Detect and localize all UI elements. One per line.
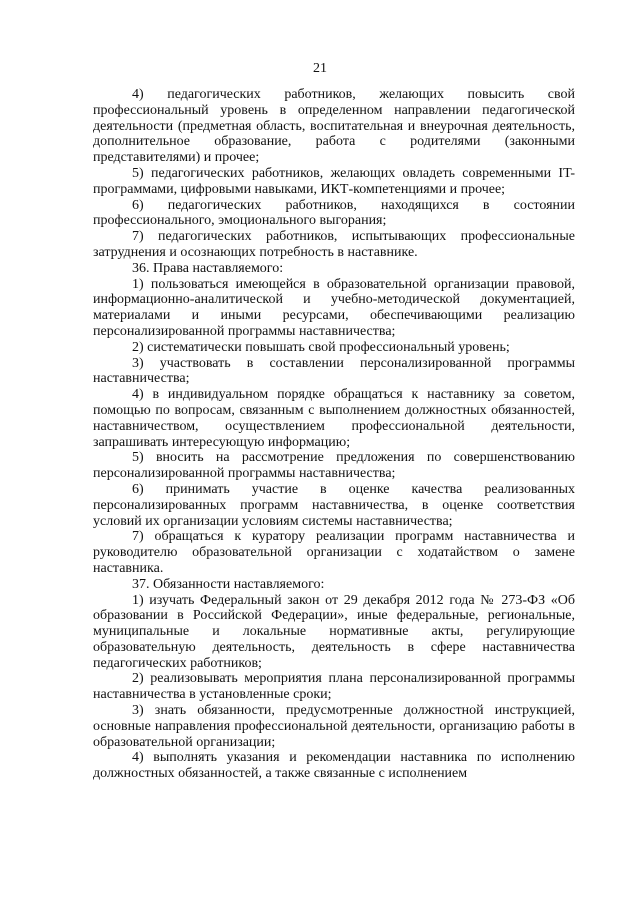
section-heading-36-mentee-rights: 36. Права наставляемого: [132, 260, 284, 276]
section-heading-37-mentee-duties: 37. Обязанности наставляемого: [132, 576, 325, 592]
paragraph-right-7-request-replacement: 7) обращаться к куратору реализации программ наставничества и руководителю образовательной организации с ходатайством о замене наставника. [93, 529, 575, 576]
paragraph-duty-4-follow-instructions: 4) выполнять указания и рекомендации наставника по исполнению должностных обязанностей, а также связанные с исполнением [93, 750, 575, 782]
paragraph-item-6-teachers-burnout: 6) педагогических работников, находящихся в состоянии профессионального, эмоционального выгорания; [93, 197, 575, 229]
paragraph-right-4-ask-mentor: 4) в индивидуальном порядке обращаться к наставнику за советом, помощью по вопросам, связанным с выполнением должностных обязанностей, наставничеством, осуществлением профессиональной деятельности, запрашивать интересующую информацию; [93, 387, 575, 450]
page-number: 21 [313, 61, 327, 76]
paragraph-right-3-participate-program: 3) участвовать в составлении персонализированной программы наставничества; [93, 355, 575, 387]
paragraph-right-2-improve-level: 2) систематически повышать свой профессиональный уровень; [132, 339, 510, 355]
paragraph-duty-1-study-law: 1) изучать Федеральный закон от 29 декабря 2012 года № 273-ФЗ «Об образовании в Российской Федерации», иные федеральные, региональные, муниципальные и локальные нормативные акты, регулирующие образовательную деятельность, деятельность в сфере наставничества педагогических работников; [93, 592, 575, 671]
paragraph-duty-3-know-duties: 3) знать обязанности, предусмотренные должностной инструкцией, основные направления профессиональной деятельности, организацию работы в образовательной организации; [93, 703, 575, 750]
paragraph-right-1-use-resources: 1) пользоваться имеющейся в образовательной организации правовой, информационно-аналитической и учебно-методической документацией, материалами и иными ресурсами, обеспечивающими реализацию персонализированной программы наставничества; [93, 276, 575, 339]
paragraph-item-5-teachers-it-skills: 5) педагогических работников, желающих овладеть современными IT-программами, цифровыми навыками, ИКТ-компетенциями и прочее; [93, 165, 575, 197]
paragraph-right-5-submit-proposals: 5) вносить на рассмотрение предложения по совершенствованию персонализированной программы наставничества; [93, 450, 575, 482]
paragraph-item-4-teachers-improve-level: 4) педагогических работников, желающих повысить свой профессиональный уровень в определенном направлении педагогической деятельности (предметная область, воспитательная и внеурочная деятельность, дополнительное образование, работа с родителями (законными представителями) и прочее; [93, 87, 575, 166]
paragraph-item-7-teachers-difficulties: 7) педагогических работников, испытывающих профессиональные затруднения и осознающих потребность в наставнике. [93, 229, 575, 260]
document-body [93, 87, 575, 782]
paragraph-right-6-assess-quality: 6) принимать участие в оценке качества реализованных персонализированных программ наставничества, в оценке соответствия условий их организации условиям системы наставничества; [93, 481, 575, 529]
paragraph-duty-2-implement-plan: 2) реализовывать мероприятия плана персонализированной программы наставничества в установленные сроки; [93, 671, 575, 703]
